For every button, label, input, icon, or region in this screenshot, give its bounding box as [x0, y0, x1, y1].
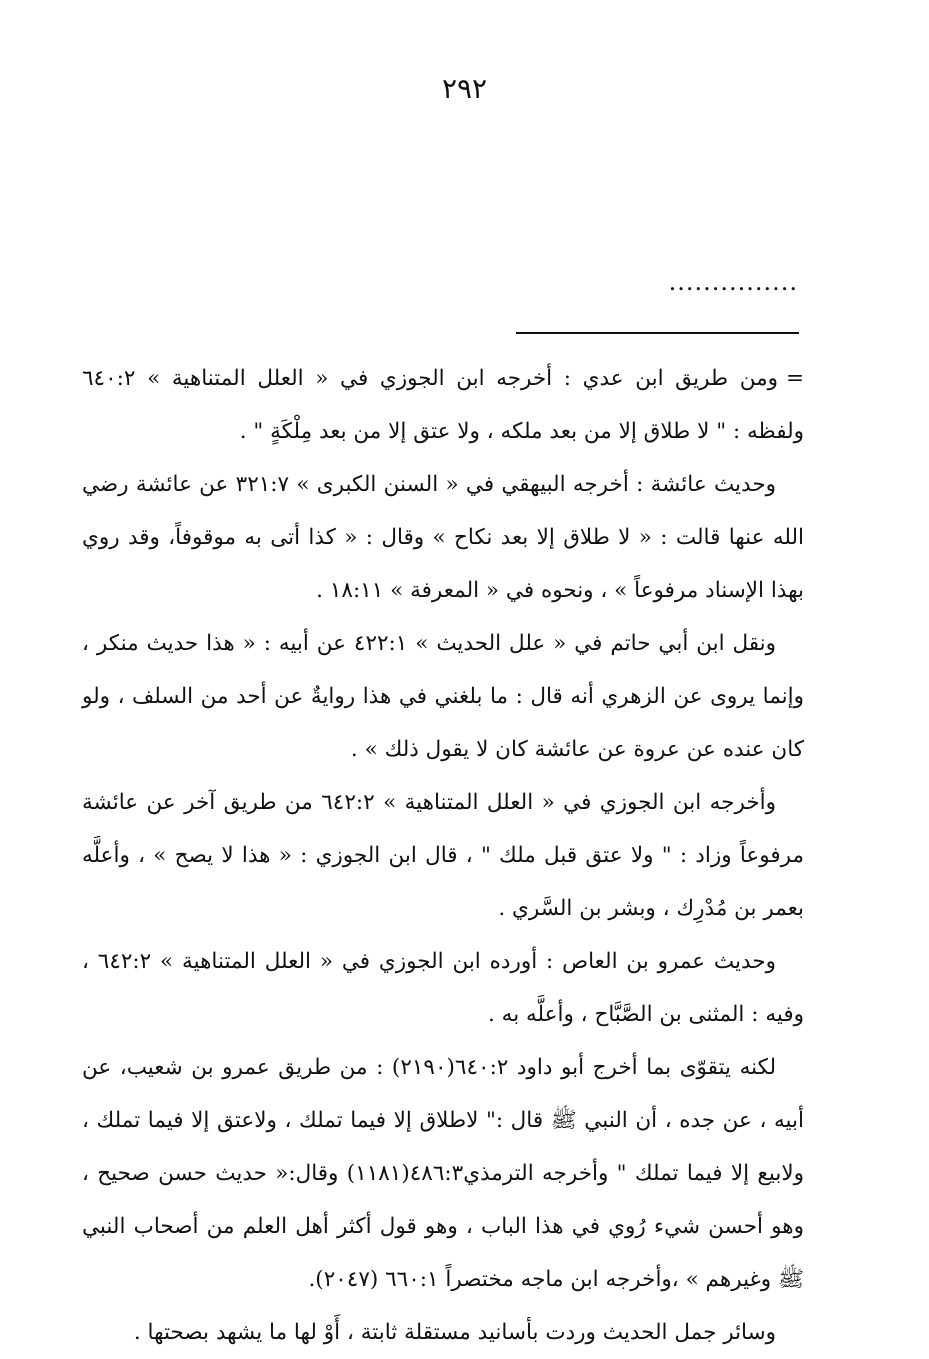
- footnote-separator: [516, 332, 799, 334]
- footnote-paragraph-5: وحديث عمرو بن العاص : أورده ابن الجوزي في « العلل المتناهية » ٦٤٢:٢ ، وفيه : المثنى بن الصَّبَّاح ، وأعلَّه به .: [82, 949, 804, 1027]
- footnote-paragraph-3: ونقل ابن أبي حاتم في « علل الحديث » ٤٢٢:١ عن أبيه : « هذا حديث منكر ، وإنما يروى عن الزهري أنه قال : ما بلغني في هذا روايةٌ عن أحد من السلف ، ولو كان عنده عن عروة عن عائشة كان لا يقول ذلك » .: [82, 631, 804, 762]
- footnote-paragraph-7: وسائر جمل الحديث وردت بأسانيد مستقلة ثابتة ، أَوْ لها ما يشهد بصحتها .: [133, 1320, 776, 1345]
- page-number: ٢٩٢: [441, 72, 488, 105]
- footnote-paragraph-1: [82, 352, 804, 458]
- footnote-paragraph-2: وحديث عائشة : أخرجه البيهقي في « السنن الكبرى » ٣٢١:٧ عن عائشة رضي الله عنها قالت : « لا طلاق إلا بعد نكاح » وقال : « كذا أتى به موقوفاً، وقد روي بهذا الإسناد مرفوعاً » ، ونحوه في « المعرفة » ١٨:١١ .: [82, 472, 804, 603]
- ellipsis-dots: ...............: [668, 268, 798, 296]
- footnotes-block: [82, 352, 804, 1359]
- footnote-paragraph-6: لكنه يتقوّى بما أخرج أبو داود ٦٤٠:٢(٢١٩٠) : من طريق عمرو بن شعيب، عن أبيه ، عن جده ، أن النبي ﷺ قال :" لاطلاق إلا فيما تملك ، ولاعتق إلا فيما تملك ، ولابيع إلا فيما تملك " وأخرجه الترمذي٤٨٦:٣(١١٨١) وقال:« حديث حسن صحيح ، وهو أحسن شيء رُوي في هذا الباب ، وهو قول أكثر أهل العلم من أصحاب النبي ﷺ وغيرهم » ،وأخرجه ابن ماجه مختصراً ٦٦٠:١ (٢٠٤٧).: [82, 1055, 804, 1292]
- footnote-paragraph-4: وأخرجه ابن الجوزي في « العلل المتناهية » ٦٤٢:٢ من طريق آخر عن عائشة مرفوعاً وزاد : " ولا عتق قبل ملك " ، قال ابن الجوزي : « هذا لا يصح » ، وأعلَّه بعمر بن مُدْرِك ، وبشر بن السَّري .: [82, 790, 804, 921]
- continuation-marker: =: [785, 366, 804, 391]
- footnote-paragraph-1-text: ومن طريق ابن عدي : أخرجه ابن الجوزي في « العلل المتناهية » ٦٤٠:٢ ولفظه : " لا طلاق إلا من بعد ملكه ، ولا عتق إلا من بعد مِلْكَةٍ " .: [82, 366, 804, 444]
